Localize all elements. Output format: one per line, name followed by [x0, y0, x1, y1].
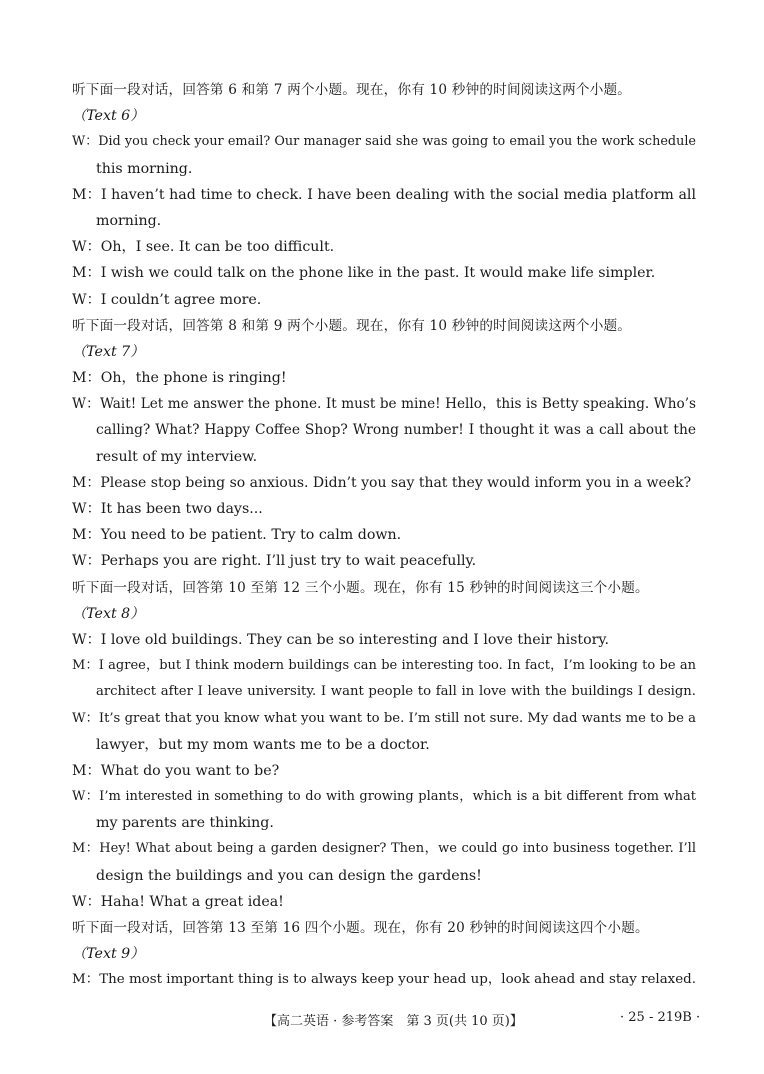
- dialogue-line: M：What do you want to be?: [72, 762, 280, 779]
- dialogue-continuation: calling? What? Happy Coffee Shop? Wrong number! I thought it was a call about the: [96, 422, 696, 439]
- dialogue-line: M：Please stop being so anxious. Didn’t you say that they would inform you in a week?: [72, 474, 692, 491]
- dialogue-continuation: my parents are thinking.: [96, 815, 274, 832]
- dialogue-continuation: design the buildings and you can design the gardens!: [96, 867, 482, 884]
- listening-instruction: 听下面一段对话，回答第 8 和第 9 两个小题。现在，你有 10 秒钟的时间阅读这两个小题。: [72, 317, 632, 334]
- dialogue-line: W：Perhaps you are right. I’ll just try to wait peacefully.: [72, 553, 477, 570]
- listening-instruction: 听下面一段对话，回答第 6 和第 7 两个小题。现在，你有 10 秒钟的时间阅读这两个小题。: [72, 82, 632, 98]
- text-label: （Text 8）: [72, 605, 145, 622]
- transcript-body: [72, 77, 696, 994]
- dialogue-line: W：Did you check your email? Our manager said she was going to email you the work schedule: [72, 134, 696, 150]
- dialogue-line: W：It has been two days...: [72, 501, 263, 517]
- footer-code: · 25 - 219B ·: [620, 1010, 701, 1025]
- dialogue-line: M：Hey! What about being a garden designer? Then，we could go into business together. I’ll: [72, 841, 696, 857]
- listening-instruction: 听下面一段对话，回答第 13 至第 16 四个小题。现在，你有 20 秒钟的时间阅读这四个小题。: [72, 920, 649, 936]
- dialogue-line: M：I wish we could talk on the phone like in the past. It would make life simpler.: [72, 265, 656, 282]
- dialogue-line: M：I haven’t had time to check. I have been dealing with the social media platform all: [72, 186, 696, 203]
- dialogue-line: M：Oh，the phone is ringing!: [72, 370, 287, 387]
- dialogue-continuation: result of my interview.: [96, 448, 258, 465]
- dialogue-line: M：I agree，but I think modern buildings can be interesting too. In fact，I’m looking to be an: [72, 658, 696, 674]
- dialogue-line: W：I couldn’t agree more.: [72, 291, 262, 308]
- text-label: （Text 6）: [72, 108, 145, 125]
- dialogue-line: W：It’s great that you know what you want to be. I’m still not sure. My dad wants me to be a: [72, 710, 696, 726]
- dialogue-line: W：I’m interested in something to do with growing plants，which is a bit different from what: [72, 789, 696, 805]
- dialogue-line: W：I love old buildings. They can be so interesting and I love their history.: [72, 631, 610, 648]
- dialogue-continuation: architect after I leave university. I want people to fall in love with the buildings I design.: [96, 684, 696, 700]
- dialogue-continuation: morning.: [96, 212, 162, 229]
- dialogue-line: M：You need to be patient. Try to calm down.: [72, 527, 402, 544]
- dialogue-line: M：The most important thing is to always keep your head up，look ahead and stay relaxed.: [72, 972, 696, 988]
- dialogue-line: W：Wait! Let me answer the phone. It must be mine! Hello，this is Betty speaking. Who’s: [72, 396, 696, 413]
- dialogue-line: W：Oh，I see. It can be too difficult.: [72, 239, 335, 256]
- dialogue-continuation: lawyer，but my mom wants me to be a doctor.: [96, 736, 430, 753]
- listening-instruction: 听下面一段对话，回答第 10 至第 12 三个小题。现在，你有 15 秒钟的时间阅读这三个小题。: [72, 579, 649, 596]
- text-label: （Text 9）: [72, 946, 145, 963]
- dialogue-line: W：Haha! What a great idea!: [72, 893, 284, 910]
- text-label: （Text 7）: [72, 343, 145, 360]
- dialogue-continuation: this morning.: [96, 160, 193, 177]
- footer-page-info: 【高二英语 · 参考答案 第 3 页(共 10 页)】: [264, 1014, 523, 1029]
